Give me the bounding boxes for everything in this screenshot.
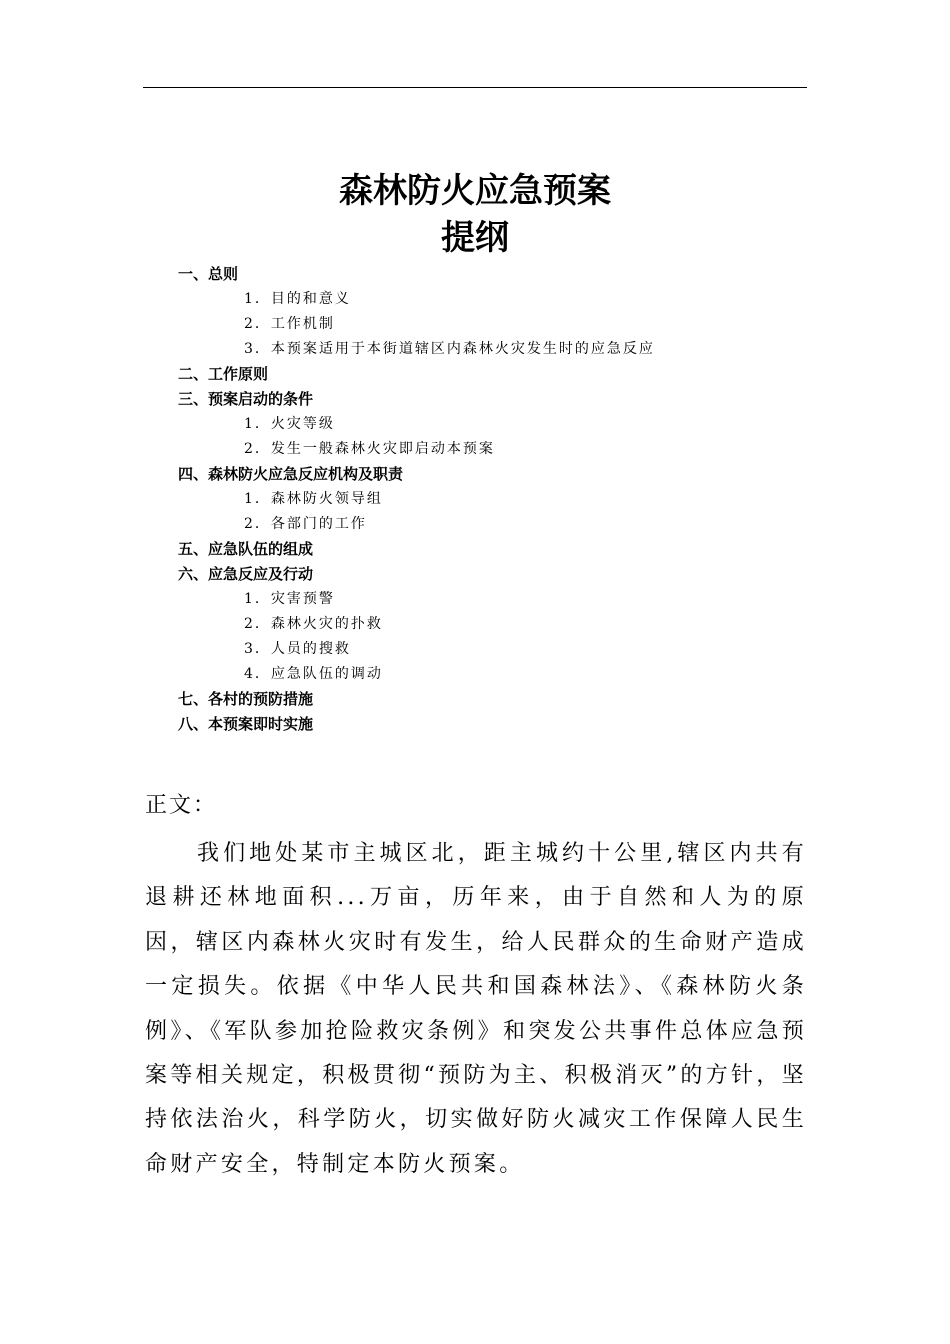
outline-subitem: 3．本预案适用于本街道辖区内森林火灾发生时的应急反应 (244, 341, 655, 357)
body-heading: 正文： (145, 793, 218, 818)
outline-subitem: 4．应急队伍的调动 (244, 666, 383, 682)
outline-subitem: 2．各部门的工作 (244, 516, 367, 532)
outline-section: 四、森林防火应急反应机构及职责 (178, 465, 404, 483)
outline-section: 六、应急反应及行动 (178, 565, 314, 583)
outline-section: 七、各村的预防措施 (178, 690, 314, 708)
outline-section: 五、应急队伍的组成 (178, 540, 314, 558)
outline-subitem: 2．发生一般森林火灾即启动本预案 (244, 441, 495, 457)
outline-subitem: 1．火灾等级 (244, 416, 335, 432)
outline-subitem: 1．森林防火领导组 (244, 491, 383, 507)
outline-subitem: 1．目的和意义 (244, 291, 351, 307)
outline-section: 八、本预案即时实施 (178, 715, 314, 733)
outline-section: 二、工作原则 (178, 365, 269, 383)
outline-list (178, 262, 798, 737)
document-title: 森林防火应急预案 (339, 171, 611, 211)
outline-section: 一、总则 (178, 265, 239, 283)
outline-subitem: 2．森林火灾的扑救 (244, 616, 383, 632)
outline-subitem: 3．人员的搜救 (244, 641, 351, 657)
outline-section: 三、预案启动的条件 (178, 390, 314, 408)
outline-subitem: 1．灾害预警 (244, 591, 335, 607)
document-subtitle: 提纲 (441, 218, 509, 258)
header-rule (143, 87, 807, 88)
body-paragraph: 我们地处某市主城区北，距主城约十公里,辖区内共有退耕还林地面积...万亩，历年来，由于自然和人为的原因，辖区内森林火灾时有发生，给人民群众的生命财产造成一定损失。依据《中华人民共和国森林法》、《森林防火条例》、《军队参加抢险救灾条例》和突发公共事件总体应急预案等相关规定，积极贯彻“预防为主、积极消灭”的方针，坚持依法治火，科学防火，切实做好防火减灾工作保障人民生命财产安全，特制定本防火预案。 (145, 841, 807, 1177)
outline-subitem: 2．工作机制 (244, 316, 335, 332)
